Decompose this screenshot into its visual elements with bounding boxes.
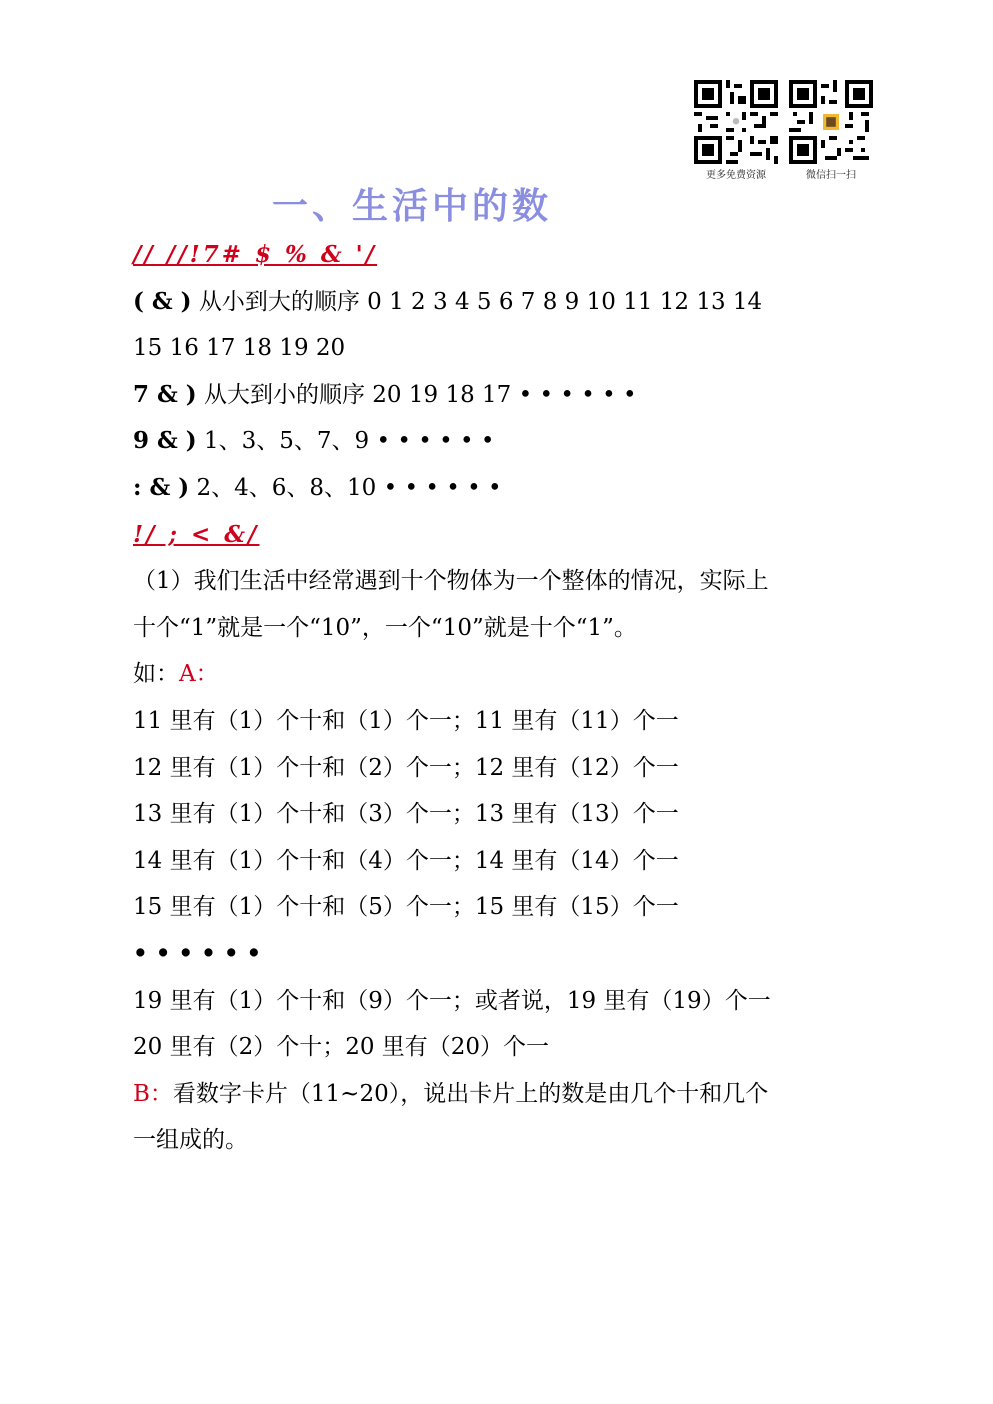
- list-item: 20 里有（2）个十；20 里有（20）个一: [133, 1034, 550, 1061]
- order-ascending-cont: 15 16 17 18 19 20: [133, 335, 346, 362]
- list-marker: : & ): [133, 473, 190, 501]
- qr-code-icon: [694, 80, 778, 164]
- page-title: 一、生活中的数: [272, 185, 553, 227]
- example-a-label: A：: [179, 661, 219, 688]
- qr-code-resources: [694, 80, 778, 181]
- example-heading: [133, 651, 878, 698]
- qr-code-wechat: [789, 80, 873, 181]
- example-prefix: 如：: [133, 661, 179, 688]
- list-item: 12 里有（1）个十和（2）个一；12 里有（12）个一: [133, 754, 679, 781]
- ellipsis: • • • • • •: [133, 939, 262, 967]
- example-b-label: B：: [133, 1080, 173, 1107]
- section-header-1: // //!7# $ % & '/: [133, 241, 378, 268]
- list-item: 13 里有（1）个十和（3）个一；13 里有（13）个一: [133, 801, 679, 828]
- example-b: [133, 1071, 878, 1118]
- order-descending-text: 从大到小的顺序 20 19 18 17 • • • • • •: [203, 381, 637, 408]
- order-ascending: [133, 279, 878, 326]
- explain-line-2: 十个“1”就是一个“10”，一个“10”就是十个“1”。: [133, 614, 637, 641]
- list-marker: 7 & ): [133, 380, 197, 408]
- list-item: 19 里有（1）个十和（9）个一；或者说，19 里有（19）个一: [133, 987, 771, 1014]
- odd-numbers: [133, 418, 878, 465]
- qr-caption-wechat: 微信扫一扫: [806, 170, 856, 181]
- list-item: 14 里有（1）个十和（4）个一；14 里有（14）个一: [133, 847, 679, 874]
- explain-line-1: （1）我们生活中经常遇到十个物体为一个整体的情况，实际上: [133, 568, 769, 595]
- list-item: 11 里有（1）个十和（1）个一；11 里有（11）个一: [133, 707, 679, 734]
- even-numbers: [133, 465, 878, 512]
- odd-numbers-text: 1、3、5、7、9 • • • • • •: [203, 428, 495, 455]
- order-descending: [133, 372, 878, 419]
- order-ascending-text: 从小到大的顺序 0 1 2 3 4 5 6 7 8 9 10 11 12 13 14: [198, 288, 763, 315]
- document-body: [133, 232, 878, 1164]
- qr-code-icon: [789, 80, 873, 164]
- list-item: 15 里有（1）个十和（5）个一；15 里有（15）个一: [133, 894, 679, 921]
- example-b-text: 看数字卡片（11~20），说出卡片上的数是由几个十和几个: [172, 1080, 769, 1107]
- qr-caption-resources: 更多免费资源: [706, 170, 766, 181]
- even-numbers-text: 2、4、6、8、10 • • • • • •: [196, 474, 502, 501]
- example-b-cont: 一组成的。: [133, 1127, 248, 1154]
- list-marker: ( & ): [133, 287, 192, 315]
- list-marker: 9 & ): [133, 427, 197, 455]
- section-header-2: !/ ; < &/: [133, 520, 260, 548]
